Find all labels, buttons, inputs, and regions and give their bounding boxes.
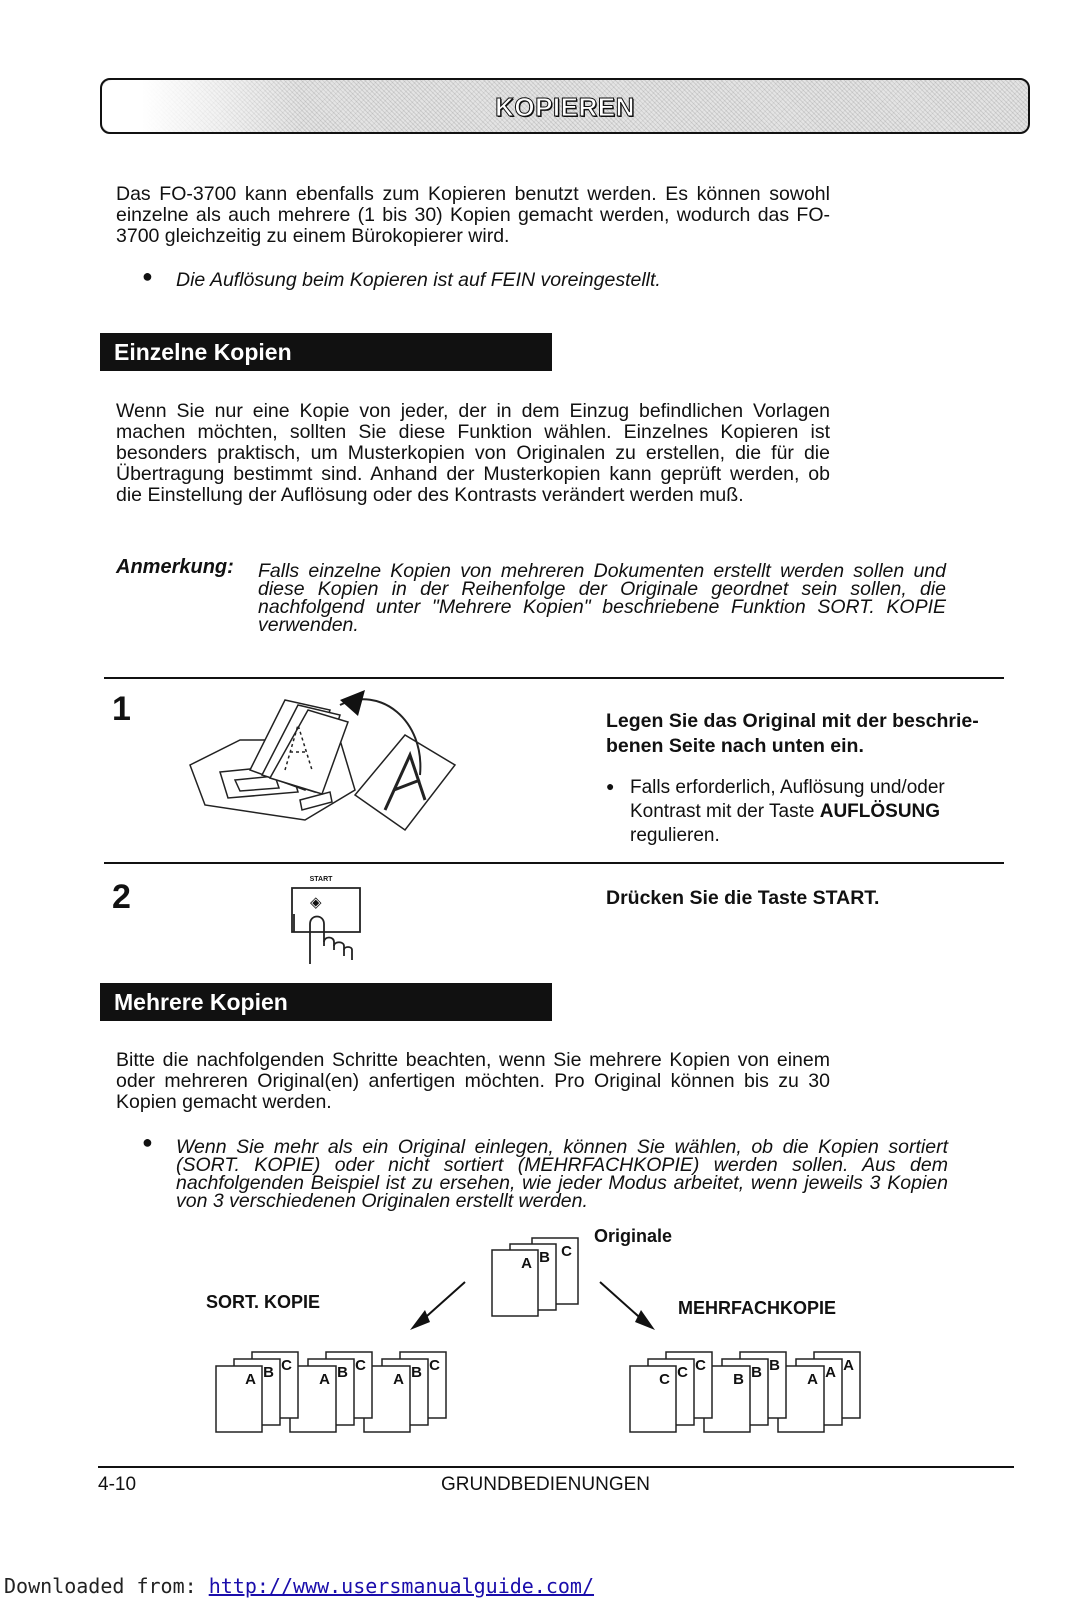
footer-divider — [98, 1466, 1014, 1468]
section-heading-mehrere: Mehrere Kopien — [100, 983, 552, 1021]
download-source: Downloaded from: http://www.usersmanualguide.com/ — [4, 1574, 595, 1598]
section-heading-einzelne: Einzelne Kopien — [100, 333, 552, 371]
svg-text:C: C — [677, 1364, 688, 1381]
svg-text:A: A — [843, 1357, 854, 1374]
download-link[interactable]: http://www.usersmanualguide.com/ — [208, 1574, 595, 1598]
sorted-copy-sheet — [216, 1366, 262, 1432]
svg-text:B: B — [337, 1364, 348, 1381]
start-button-label: START — [309, 876, 333, 883]
section1-paragraph: Wenn Sie nur eine Kopie von jeder, der in dem Einzug befindlichen Vorlagen machen möchten, sollten Sie diese Funktion wählen. Einzelnes Kopieren ist besonders praktisch, um Musterkopien von Originalen zu erstellen, die für die Übertragung bestimmt sind. Anhand der Musterkopien kann geprüft werden, ob die Einstellung der Auflösung oder des Kontrasts verändert werden muß. — [116, 400, 830, 506]
svg-text:B: B — [769, 1357, 780, 1374]
svg-text:A: A — [245, 1371, 256, 1388]
original-sheet — [492, 1250, 538, 1316]
svg-text:C: C — [695, 1357, 706, 1374]
svg-text:A: A — [393, 1371, 404, 1388]
step-number: 2 — [112, 878, 131, 916]
svg-text:C: C — [561, 1243, 572, 1260]
step-number: 1 — [112, 690, 131, 728]
intro-bullet: Die Auflösung beim Kopieren ist auf FEIN voreingestellt. — [176, 269, 661, 291]
page-number: 4-10 — [98, 1474, 137, 1495]
svg-text:A: A — [319, 1371, 330, 1388]
sort-label: SORT. KOPIE — [206, 1292, 321, 1312]
svg-text:B: B — [411, 1364, 422, 1381]
svg-text:C: C — [659, 1371, 670, 1388]
intro-paragraph: Das FO-3700 kann ebenfalls zum Kopieren benutzt werden. Es können sowohl einzelne als auch mehrere (1 bis 30) Kopien gemacht werden, wodurch das FO-3700 gleichzeitig zu einem Bürokopierer wird. — [116, 183, 830, 247]
svg-text:C: C — [355, 1357, 366, 1374]
page-title: KOPIEREN — [495, 92, 635, 122]
note-label: Anmerkung: — [116, 556, 234, 578]
start-diamond-icon[interactable]: ◈ — [310, 894, 322, 911]
section2-paragraph: Bitte die nachfolgenden Schritte beachten, wenn Sie mehrere Kopien von einem oder mehreren Original(en) anfertigen möchten. Pro Original können bis zu 30 Kopien gemacht werden. — [116, 1049, 830, 1113]
svg-text:B: B — [751, 1364, 762, 1381]
step1-instruction: Legen Sie das Original mit der beschrie-benen Seite nach unten ein. — [606, 710, 979, 757]
note-text: Falls einzelne Kopien von mehreren Dokumenten erstellt werden sollen und diese Kopien in der Reihenfolge der Originale geordnet sein sollen, die nachfolgend unter "Mehrere Kopien" beschriebene Funktion SORT. KOPIE verwenden. — [258, 560, 946, 636]
svg-text:B: B — [733, 1371, 744, 1388]
svg-text:A: A — [521, 1255, 532, 1272]
svg-text:C: C — [281, 1357, 292, 1374]
section2-bullet: Wenn Sie mehr als ein Original einlegen, können Sie wählen, ob die Kopien sortiert (SORT. KOPIE) oder nicht sortiert (MEHRFACHKOPIE) werden sollen. Aus dem nachfolgenden Beispiel ist zu ersehen, wie jeder Modus arbeitet, wenn jeweils 3 Kopien von 3 verschiedenen Originalen erstellt werden. — [176, 1136, 948, 1212]
svg-text:B: B — [263, 1364, 274, 1381]
svg-text:B: B — [539, 1249, 550, 1266]
step2-instruction: Drücken Sie die Taste START. — [606, 887, 880, 909]
multi-copy-sheet — [630, 1366, 676, 1432]
bullet-dot-icon: ● — [142, 266, 153, 286]
svg-text:A: A — [807, 1371, 818, 1388]
svg-text:C: C — [429, 1357, 440, 1374]
step1-sub: Falls erforderlich, Auflösung und/oder Kontrast mit der Taste AUFLÖSUNG regulieren. — [630, 777, 945, 846]
footer-section: GRUNDBEDIENUNGEN — [441, 1474, 651, 1495]
svg-text:A: A — [825, 1364, 836, 1381]
multi-label: MEHRFACHKOPIE — [678, 1298, 837, 1318]
bullet-dot-icon: ● — [606, 778, 615, 794]
originals-label: Originale — [594, 1226, 673, 1246]
bullet-dot-icon: ● — [142, 1132, 153, 1152]
